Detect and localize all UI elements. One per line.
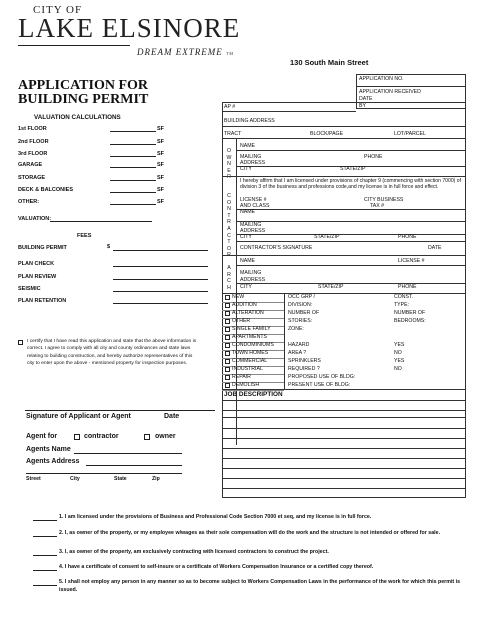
state-label: State xyxy=(114,476,127,482)
valuation-row-unit: SF xyxy=(157,139,165,145)
valuation-row-field[interactable] xyxy=(110,144,156,145)
building-address-divider xyxy=(222,126,466,127)
agents-name-label: Agents Name xyxy=(26,446,71,453)
vertical-letter: N xyxy=(227,161,231,168)
work-type-label: COMMERCIAL xyxy=(232,358,268,364)
contractor-name-divider xyxy=(236,221,466,222)
agents-name-field[interactable] xyxy=(74,453,182,454)
ap-label: AP # xyxy=(224,104,236,110)
work-type-checkbox[interactable] xyxy=(225,383,230,388)
certify-text: I certify that I have read this application and state that the above information is correct. I agree to comply with all city and county ordinances and state laws relating to building construction, and hereby authorize representatives of this city to enter upon the above - mentioned property for inspection purposes. xyxy=(27,339,197,366)
certify-checkbox[interactable] xyxy=(18,340,23,345)
owner-name-label: NAME xyxy=(240,143,255,149)
work-type-checkbox[interactable] xyxy=(225,335,230,340)
agents-address-field[interactable] xyxy=(86,465,182,466)
agents-address-field-2[interactable] xyxy=(26,473,182,474)
vertical-letter: T xyxy=(227,239,231,246)
fee-row-field[interactable] xyxy=(113,279,208,280)
declaration-item: 1. I am licensed under the provisions of Business and Professional Code Section 7000 et seq, and my license is in full force. xyxy=(59,514,372,520)
owner-name-divider xyxy=(236,150,466,151)
work-type-checkbox[interactable] xyxy=(225,367,230,372)
work-type-label: NEW xyxy=(232,294,245,300)
vertical-letter: R xyxy=(227,271,231,278)
tract-label: TRACT xyxy=(224,131,242,137)
and-class-label: AND CLASS xyxy=(240,203,270,209)
architect-name-divider xyxy=(236,265,466,266)
valuation-row-label: DECK & BALCONIES xyxy=(18,187,74,193)
valuation-row-unit: SF xyxy=(157,199,165,205)
office-use-divider xyxy=(356,86,466,87)
work-type-label: REPAIR xyxy=(232,374,251,380)
tax-label: TAX # xyxy=(370,203,385,209)
work-detail-label: PRESENT USE OF BLDG: xyxy=(288,382,351,388)
job-description-line-8 xyxy=(222,488,466,489)
vertical-letter: A xyxy=(227,225,231,232)
job-description-line-2 xyxy=(222,428,466,429)
work-detail-value: YES xyxy=(394,342,405,348)
ap-divider xyxy=(222,111,356,112)
work-type-label: APARTMENTS xyxy=(232,334,267,340)
vertical-letter: E xyxy=(227,167,231,174)
contractor-phone-label: PHONE xyxy=(398,234,417,240)
signature-line[interactable] xyxy=(25,410,215,411)
work-detail-label: PROPOSED USE OF BLDG: xyxy=(288,374,356,380)
work-type-checkbox[interactable] xyxy=(225,343,230,348)
valuation-row-label: OTHER: xyxy=(18,199,40,205)
vertical-letter: R xyxy=(227,219,231,226)
contractor-affirmation: I hereby affirm that I am licensed under provisions of chapter 9 (commencing with section 7000) of division 3 of the business and professions code,and my license is in full force and effect. xyxy=(240,178,462,190)
vertical-letter: H xyxy=(227,284,231,291)
contractor-state-zip-label: STATE/ZIP xyxy=(314,234,340,240)
work-type-checkbox[interactable] xyxy=(225,319,230,324)
vertical-letter: R xyxy=(227,174,231,181)
contractor-city-divider xyxy=(236,241,466,242)
work-type-label: SINGLE FAMILY xyxy=(232,326,271,332)
fee-row-field[interactable] xyxy=(113,266,208,267)
city-business-label: CITY BUSINESS xyxy=(364,197,404,203)
vertical-letter: N xyxy=(227,206,231,213)
architect-phone-label: PHONE xyxy=(398,284,417,290)
owner-state-zip-label: STATE/ZIP xyxy=(340,166,366,172)
valuation-row-unit: SF xyxy=(157,126,165,132)
fee-row-label: SEISMIC xyxy=(18,286,41,292)
contractor-address-label: ADDRESS xyxy=(240,228,266,234)
work-detail-value: CONST. xyxy=(394,294,414,300)
architect-vertical-label xyxy=(226,265,232,291)
contractor-city-label: CITY xyxy=(240,234,252,240)
valuation-row-label: STORAGE xyxy=(18,175,46,181)
page-title: APPLICATION FOR BUILDING PERMIT xyxy=(18,78,149,107)
vertical-letter: C xyxy=(227,193,231,199)
architect-address-label: ADDRESS xyxy=(240,277,266,283)
contractor-checkbox[interactable] xyxy=(74,434,80,440)
logo-city-text: CITY OF xyxy=(33,4,83,16)
declaration-initial-field[interactable] xyxy=(33,536,57,537)
office-address: 130 South Main Street xyxy=(290,58,369,67)
work-grid-bottom xyxy=(222,389,466,390)
work-type-checkbox[interactable] xyxy=(225,359,230,364)
vertical-letter: C xyxy=(227,278,231,285)
declaration-item: 3. I, as owner of the property, am exclusively contracting with licensed contractors to construct the project. xyxy=(59,549,329,555)
logo-rule xyxy=(18,45,130,46)
work-type-checkbox[interactable] xyxy=(225,303,230,308)
valuation-row-label: 2nd FLOOR xyxy=(18,139,49,145)
block-page-label: BLOCK/PAGE xyxy=(310,131,344,137)
date-label: DATE xyxy=(359,96,373,102)
work-detail-label: HAZARD xyxy=(288,342,310,348)
valuation-row-unit: SF xyxy=(157,187,165,193)
vertical-letter: O xyxy=(226,148,232,154)
work-type-checkbox[interactable] xyxy=(225,295,230,300)
owner-address-label: ADDRESS xyxy=(240,160,266,166)
work-detail-label: SPRINKLERS xyxy=(288,358,321,364)
declaration-initial-field[interactable] xyxy=(33,585,57,586)
work-type-label: ALTERATION xyxy=(232,310,264,316)
job-description-label: JOB DESCRIPTION xyxy=(224,391,283,398)
fee-row-field[interactable] xyxy=(113,291,208,292)
architect-name-label: NAME xyxy=(240,258,255,264)
contractor-license-label: LICENSE # xyxy=(240,197,267,203)
valuation-row-unit: SF xyxy=(157,151,165,157)
contractor-vertical-label xyxy=(226,193,232,259)
declaration-initial-field[interactable] xyxy=(33,570,57,571)
work-type-checkbox[interactable] xyxy=(225,375,230,380)
vertical-letter: O xyxy=(226,245,232,252)
valuation-row-field[interactable] xyxy=(110,167,156,168)
valuation-row-label: 3rd FLOOR xyxy=(18,151,48,157)
architect-address-divider xyxy=(236,283,466,284)
valuation-row-field[interactable] xyxy=(110,131,156,132)
declaration-initial-field[interactable] xyxy=(33,520,57,521)
job-description-line-1 xyxy=(222,410,466,411)
vertical-letter: O xyxy=(226,199,232,206)
zip-label: Zip xyxy=(152,476,160,482)
work-detail-label: REQUIRED ? xyxy=(288,366,320,372)
architect-city-label: CITY xyxy=(240,284,252,290)
contractor-label: contractor xyxy=(84,433,119,440)
dollar-sign: $ xyxy=(107,244,111,250)
declaration-item: 5. I shall not employ any person in any manner so as to become subject to Workers Compensation Laws in the performance of the work for which this permit is issued. xyxy=(59,579,461,593)
owner-label: owner xyxy=(155,433,176,440)
work-detail-label: DIVISION: xyxy=(288,302,313,308)
work-type-checkbox[interactable] xyxy=(225,311,230,316)
work-type-label: CONDOMINIUMS xyxy=(232,342,274,348)
work-type-label: INDUSTRIAL xyxy=(232,366,263,372)
work-detail-label: OCC GRP / xyxy=(288,294,315,300)
work-detail-label: ZONE: xyxy=(288,326,304,332)
valuation-field[interactable] xyxy=(50,221,152,222)
job-description-line-3 xyxy=(222,438,466,439)
logo-name: LAKE ELSINORE xyxy=(18,13,241,43)
work-detail-label: STORIES: xyxy=(288,318,313,324)
tract-divider xyxy=(222,138,466,139)
job-description-line-7 xyxy=(222,478,466,479)
contractor-signature-label: CONTRACTOR'S SIGNATURE xyxy=(240,245,313,251)
fee-row-label: PLAN RETENTION xyxy=(18,298,67,304)
agent-for-label: Agent for xyxy=(26,433,58,440)
application-no-label: APPLICATION NO. xyxy=(359,76,404,82)
work-detail-value: YES xyxy=(394,358,405,364)
vertical-letter: A xyxy=(227,265,231,271)
lot-parcel-label: LOT/PARCEL xyxy=(394,131,426,137)
contractor-block-divider xyxy=(222,255,466,256)
work-detail-value: NUMBER OF xyxy=(394,310,426,316)
work-detail-value: TYPE: xyxy=(394,302,409,308)
contractor-date-label: DATE xyxy=(428,245,442,251)
work-detail-label: AREA ? xyxy=(288,350,307,356)
work-detail-value: BEDROOMS: xyxy=(394,318,426,324)
owner-city-label: CITY xyxy=(240,166,252,172)
fee-row-label: PLAN CHECK xyxy=(18,261,55,267)
declaration-initial-field[interactable] xyxy=(33,555,57,556)
work-type-label: ADDITION xyxy=(232,302,257,308)
architect-block-divider xyxy=(222,293,466,294)
valuation-row-unit: SF xyxy=(157,162,165,168)
job-description-line-5 xyxy=(222,458,466,459)
work-type-label: DEMOLISH xyxy=(232,382,260,388)
work-type-label: OTHER xyxy=(232,318,251,324)
contractor-name-label: NAME xyxy=(240,209,255,215)
valuation-row-unit: SF xyxy=(157,175,165,181)
vertical-letter: R xyxy=(227,252,231,259)
architect-mailing-label: MAILING xyxy=(240,270,262,276)
declaration-item: 4. I have a certificate of consent to self-insure or a certificate of Workers Compensation Insurance or a certified copy thereof. xyxy=(59,564,374,570)
work-grid-divider xyxy=(284,293,285,389)
fees-heading: FEES xyxy=(77,233,92,239)
work-type-checkbox[interactable] xyxy=(225,351,230,356)
street-label: Street xyxy=(26,476,41,482)
vertical-letter: C xyxy=(227,232,231,239)
owner-mailing-label: MAILING xyxy=(240,154,262,160)
signature-label: Signature of Applicant or Agent xyxy=(26,413,131,420)
signature-date-label: Date xyxy=(164,413,180,420)
vertical-letter: T xyxy=(227,212,231,219)
building-address-label: BUILDING ADDRESS xyxy=(224,118,275,124)
owner-checkbox[interactable] xyxy=(144,434,150,440)
job-description-line-6 xyxy=(222,468,466,469)
work-detail-value: NO xyxy=(394,366,402,372)
logo-tagline: DREAM EXTREME TM xyxy=(137,47,234,57)
architect-state-zip-label: STATE/ZIP xyxy=(318,284,344,290)
contractor-address-divider xyxy=(236,234,466,235)
valuation-row-label: GARAGE xyxy=(18,162,43,168)
owner-phone-label: PHONE xyxy=(364,154,383,160)
fee-row-field[interactable] xyxy=(113,303,208,304)
owner-block-divider xyxy=(222,176,466,177)
building-permit-field[interactable] xyxy=(113,250,208,251)
city-label: City xyxy=(70,476,80,482)
contractor-license-divider xyxy=(236,209,466,210)
valuation-heading: VALUATION CALCULATIONS xyxy=(34,114,121,121)
fee-row-label: PLAN REVIEW xyxy=(18,274,57,280)
vertical-letter: W xyxy=(226,154,232,161)
work-detail-value: NO xyxy=(394,350,402,356)
valuation-row-field[interactable] xyxy=(110,204,156,205)
application-received-label: APPLICATION RECEIVED xyxy=(359,89,421,95)
job-description-line-4 xyxy=(222,448,466,449)
valuation-row-field[interactable] xyxy=(110,156,156,157)
valuation-label: VALUATION: xyxy=(18,216,52,222)
building-permit-label: BUILDING PERMIT xyxy=(18,245,67,251)
valuation-row-field[interactable] xyxy=(110,192,156,193)
valuation-row-label: 1st FLOOR xyxy=(18,126,47,132)
agents-address-label: Agents Address xyxy=(26,458,80,465)
job-description-divider xyxy=(222,400,466,401)
work-detail-label: NUMBER OF xyxy=(288,310,320,316)
contractor-mailing-label: MAILING xyxy=(240,222,262,228)
work-type-checkbox[interactable] xyxy=(225,327,230,332)
work-type-label: TOWN HOMES xyxy=(232,350,269,356)
architect-license-label: LICENSE # xyxy=(398,258,425,264)
left-label-column-divider xyxy=(236,138,237,445)
valuation-row-field[interactable] xyxy=(110,180,156,181)
by-label: BY xyxy=(359,103,366,109)
declaration-item: 2. I, as owner of the property, or my employee w/wages as their sole compensation will do the work and the structure is not intended or offered for sale. xyxy=(59,530,441,536)
